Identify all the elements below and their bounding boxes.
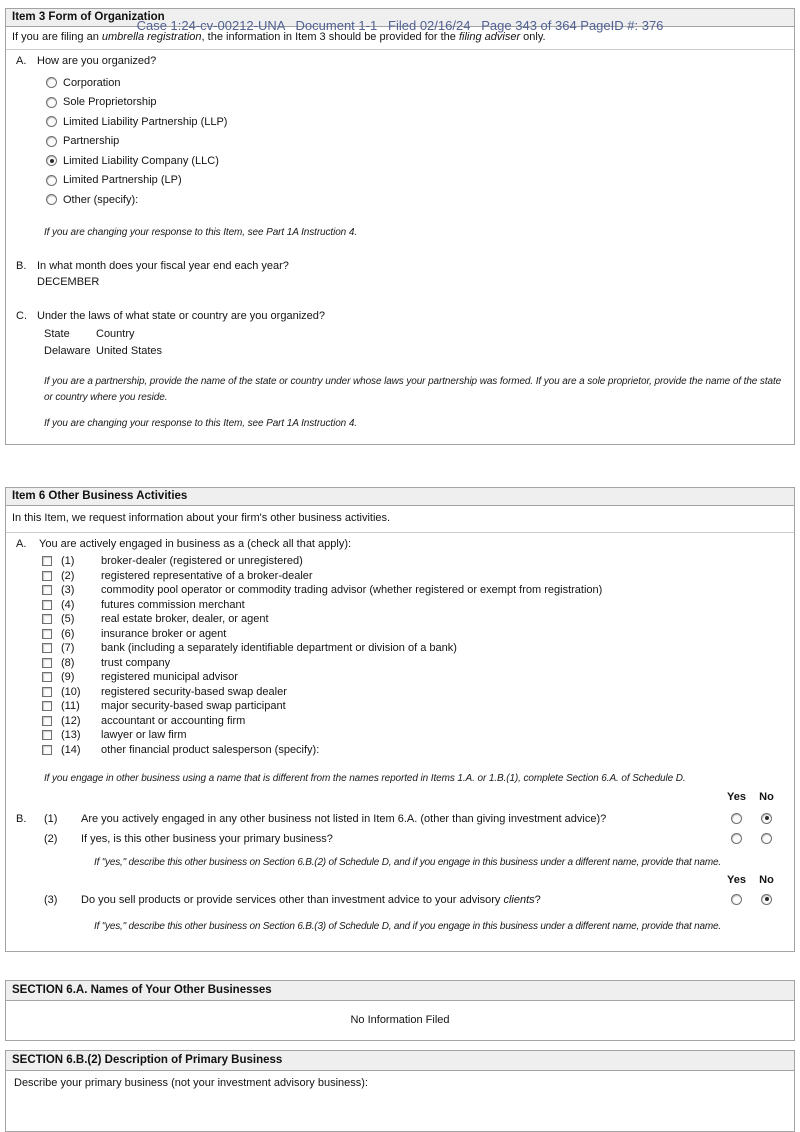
b3-yes-radio[interactable] [731, 894, 742, 905]
checkbox[interactable] [42, 716, 52, 726]
checkbox-number: (4) [61, 598, 75, 611]
checkbox[interactable] [42, 687, 52, 697]
item3-intro-text: If you are filing an [12, 31, 102, 43]
checkbox-row [42, 657, 784, 669]
item3-section [5, 8, 795, 445]
radio-option-label: Sole Proprietorship [63, 96, 157, 108]
checkbox-label: broker-dealer (registered or unregistered) [101, 555, 303, 567]
checkbox-row [42, 729, 784, 741]
radio-option-label: Limited Liability Company (LLC) [63, 154, 219, 167]
question-text: In what month does your fiscal year end each year? [37, 260, 289, 272]
checkbox-label: lawyer or law firm [101, 729, 187, 741]
different-name-note: If you engage in other business using a name that is different from the names reported in Items 1.A. or 1.B.(1), complete Section 6.A. of Schedule D. [44, 772, 686, 784]
state-column-header: State [44, 328, 70, 340]
checkbox-label: futures commission merchant [101, 598, 245, 611]
checkbox-label: other financial product salesperson (specify): [101, 743, 320, 756]
b1-yes-radio[interactable] [731, 813, 742, 824]
business-activity-checkbox-list [16, 555, 784, 756]
checkbox-row [42, 613, 784, 625]
checkbox[interactable] [42, 585, 52, 595]
checkbox-row [42, 715, 784, 727]
question-text: You are actively engaged in business as a (check all that apply): [39, 538, 352, 550]
item3-header: Item 3 Form of Organization [6, 9, 794, 27]
checkbox-row [42, 570, 784, 582]
no-information-filed: No Information Filed [350, 1013, 450, 1026]
checkbox-label: trust company [101, 656, 171, 669]
partnership-note: If you are a partnership, provide the name of the state or country under whose laws your partnership was formed. If you are a sole proprietor, provide the name of the state or country where you reside. [44, 376, 782, 403]
radio-option-label: Corporation [63, 76, 121, 89]
question-letter: B. [16, 812, 27, 825]
item6-question-b2 [16, 833, 784, 846]
b2-yes-no-radios [723, 833, 778, 844]
yes-no-header-1 [16, 791, 784, 804]
item6-question-a [16, 538, 784, 551]
organization-radio-list [16, 76, 784, 206]
question-text-post: ? [534, 893, 541, 906]
checkbox-number: (12) [61, 714, 81, 727]
state-country-table [44, 328, 784, 358]
b3-no-radio[interactable] [761, 894, 772, 905]
court-filing-stamp: Case 1:24-cv-00212-UNA Document 1-1 Filed 02/16/24 Page 343 of 364 PageID #: 376 [136, 18, 664, 33]
checkbox-number: (1) [61, 555, 75, 567]
radio-button[interactable] [46, 175, 57, 186]
item3-change-note: If you are changing your response to this Item, see Part 1A Instruction 4. [44, 227, 357, 238]
question-text: Are you actively engaged in any other business not listed in Item 6.A. (other than giving investment advice)? [81, 812, 607, 825]
fiscal-year-answer: DECEMBER [37, 276, 100, 288]
radio-button[interactable] [46, 155, 57, 166]
item6-section [5, 487, 795, 952]
radio-button[interactable] [46, 97, 57, 108]
question-letter: A. [16, 538, 27, 550]
primary-business-description-prompt: Describe your primary business (not your investment advisory business): [14, 1076, 368, 1089]
checkbox-label: insurance broker or agent [101, 627, 227, 640]
question-text: Under the laws of what state or country are you organized? [37, 310, 325, 322]
checkbox-label: registered security-based swap dealer [101, 685, 287, 698]
radio-option-row [46, 76, 784, 89]
checkbox[interactable] [42, 701, 52, 711]
b1-yes-no-radios [723, 813, 778, 824]
item3-intro-em2: filing adviser [458, 31, 521, 43]
radio-option-label: Limited Liability Partnership (LLP) [63, 115, 228, 128]
question-number: (3) [44, 893, 58, 906]
yes-column-label: Yes [727, 790, 746, 803]
checkbox-number: (9) [61, 671, 75, 683]
checkbox-row [42, 628, 784, 640]
checkbox-number: (3) [61, 584, 75, 596]
checkbox-label: registered municipal advisor [101, 671, 238, 683]
checkbox[interactable] [42, 571, 52, 581]
checkbox[interactable] [42, 556, 52, 566]
checkbox-label: registered representative of a broker-dealer [101, 569, 313, 582]
checkbox-number: (14) [61, 743, 81, 756]
checkbox-number: (7) [61, 642, 75, 654]
item3-intro-em1: umbrella registration [101, 31, 202, 43]
checkbox[interactable] [42, 600, 52, 610]
checkbox-label: commodity pool operator or commodity trading advisor (whether registered or exempt from registration) [101, 584, 603, 596]
radio-button[interactable] [46, 116, 57, 127]
checkbox-row [42, 584, 784, 596]
checkbox-row [42, 555, 784, 567]
checkbox-number: (8) [61, 656, 75, 669]
state-country-value-row [44, 345, 784, 358]
radio-option-row [46, 193, 784, 206]
section-6b2 [5, 1050, 795, 1132]
radio-option-label: Partnership [63, 135, 120, 147]
section-6a-header: SECTION 6.A. Names of Your Other Businesses [6, 981, 794, 1001]
state-country-header-row [44, 328, 784, 341]
radio-option-row [46, 135, 784, 148]
question-number: (2) [44, 832, 58, 845]
checkbox[interactable] [42, 730, 52, 740]
b2-yes-radio[interactable] [731, 833, 742, 844]
item6-question-b3 [16, 894, 784, 907]
item3-intro-mid: , the information in Item 3 should be provided for the [201, 31, 459, 43]
checkbox-label: bank (including a separately identifiable department or division of a bank) [101, 642, 457, 654]
checkbox-label: accountant or accounting firm [101, 714, 246, 727]
yes-no-header-2 [16, 874, 784, 887]
section-gap [0, 445, 800, 487]
b1-no-radio[interactable] [761, 813, 772, 824]
checkbox-number: (2) [61, 569, 75, 582]
country-column-header: Country [96, 328, 135, 340]
b2-no-radio[interactable] [761, 833, 772, 844]
section-6a [5, 980, 795, 1041]
radio-option-label: Other (specify): [63, 193, 139, 206]
question-text: How are you organized? [37, 55, 157, 67]
checkbox[interactable] [42, 629, 52, 639]
yes-column-label: Yes [727, 873, 746, 886]
radio-option-label: Limited Partnership (LP) [63, 174, 182, 186]
question-text: If yes, is this other business your primary business? [81, 832, 333, 845]
radio-button[interactable] [46, 136, 57, 147]
checkbox-row [42, 642, 784, 654]
checkbox-label: major security-based swap participant [101, 700, 286, 712]
item3-intro-post: only. [520, 31, 546, 43]
question-text-em: clients [503, 893, 535, 906]
item6-intro: In this Item, we request information about your firm's other business activities. [6, 506, 794, 533]
radio-option-row [46, 96, 784, 109]
radio-option-row [46, 115, 784, 128]
no-column-label: No [759, 873, 774, 886]
checkbox-row [42, 686, 784, 698]
question-letter [16, 833, 44, 846]
question-letter [16, 894, 44, 907]
b3-schedule-d-note: If "yes," describe this other business on Section 6.B.(3) of Schedule D, and if you engage in this business under a different name, provide that name. [94, 920, 721, 932]
checkbox[interactable] [42, 745, 52, 755]
checkbox-number: (11) [61, 700, 80, 712]
question-letter: C. [16, 310, 27, 322]
document-page [0, 8, 800, 1089]
radio-button[interactable] [46, 77, 57, 88]
checkbox-row [42, 700, 784, 712]
checkbox[interactable] [42, 672, 52, 682]
checkbox[interactable] [42, 643, 52, 653]
country-value: United States [96, 345, 163, 357]
item6-question-b1 [16, 813, 784, 826]
checkbox-row [42, 744, 784, 756]
question-letter: A. [16, 55, 27, 67]
checkbox[interactable] [42, 658, 52, 668]
section-6b2-header: SECTION 6.B.(2) Description of Primary Business [6, 1051, 794, 1071]
checkbox-number: (5) [61, 613, 75, 625]
item3-question-c [16, 310, 784, 323]
checkbox-row [42, 671, 784, 683]
checkbox-number: (6) [61, 627, 75, 640]
b2-schedule-d-note: If "yes," describe this other business on Section 6.B.(2) of Schedule D, and if you engage in this business under a different name, provide that name. [94, 856, 721, 868]
b3-yes-no-radios [723, 894, 778, 905]
item6-header: Item 6 Other Business Activities [6, 488, 794, 506]
checkbox-number: (10) [61, 685, 81, 698]
item3-change-note-2: If you are changing your response to this Item, see Part 1A Instruction 4. [44, 418, 357, 429]
item3-question-b [16, 260, 784, 273]
question-number: (1) [44, 812, 58, 825]
item3-question-a [16, 55, 784, 68]
checkbox-label: real estate broker, dealer, or agent [101, 613, 269, 625]
question-text [81, 894, 541, 907]
radio-option-row [46, 154, 784, 167]
state-value: Delaware [44, 345, 91, 357]
question-text-pre: Do you sell products or provide services other than investment advice to your advisory [81, 893, 504, 906]
checkbox-row [42, 599, 784, 611]
radio-option-row [46, 174, 784, 187]
radio-button[interactable] [46, 194, 57, 205]
question-letter: B. [16, 260, 27, 272]
no-column-label: No [759, 790, 774, 803]
checkbox[interactable] [42, 614, 52, 624]
checkbox-number: (13) [61, 729, 81, 741]
